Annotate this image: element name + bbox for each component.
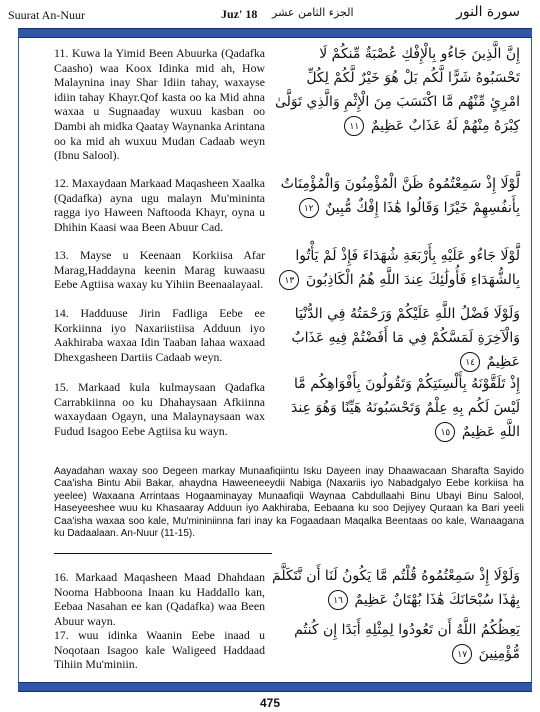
verse-translation: 14. Hadduuse Jirin Fadliga Eebe ee Korkiinna iyo Naxariistiisa Adduun iyo Aakhiraba waxaa Idin Taaban lahaa waxaad Dhexgasheen Dartiis Cadaab weyn. bbox=[54, 306, 265, 364]
verse-number: ١٦ bbox=[328, 590, 348, 610]
arabic-text: إِنَّ الَّذِينَ جَاءُو بِالْإِفْكِ عُصْبَةٌ مِّنكُمْ لَا تَحْسَبُوهُ شَرًّا لَّكُم بَلْ هُوَ خَيْرٌ لَّكُمْ لِكُلِّ امْرِئٍ مِّنْهُم مَّا اكْتَسَبَ مِنَ الْإِثْمِ وَالَّذِي تَوَلَّىٰ كِبْرَهُ مِنْهُمْ لَهُ عَذَابٌ عَظِيمٌ bbox=[274, 46, 520, 134]
page-number: 475 bbox=[259, 696, 281, 710]
arabic-text: يَعِظُكُمُ اللَّهُ أَن تَعُودُوا لِمِثْلِهِ أَبَدًا إِن كُنتُم مُّؤْمِنِينَ bbox=[294, 622, 520, 662]
surah-name: Suurat An-Nuur bbox=[8, 8, 85, 22]
verse-number: ١٢ bbox=[299, 198, 319, 218]
verse-arabic bbox=[272, 244, 520, 292]
verse-number: ١٧ bbox=[452, 644, 472, 664]
arabic-text: وَلَوْلَا فَضْلُ اللَّهِ عَلَيْكُمْ وَرَحْمَتُهُ فِي الدُّنْيَا وَالْآخِرَةِ لَمَسَّكُمْ فِي مَا أَفَضْتُمْ فِيهِ عَذَابٌ عَظِيمٌ bbox=[291, 306, 520, 370]
verse-translation: 16. Markaad Maqasheen Maad Dhahdaan Nooma Habboona Inaan ku Haddallo kan, Eebaa Nasahan ee kan (Qadafka) waa Been Abuur wayn. bbox=[54, 570, 265, 628]
top-border-band bbox=[18, 28, 532, 38]
bottom-border-band bbox=[18, 682, 532, 692]
verse-arabic bbox=[272, 172, 520, 220]
commentary-note: Aayadahan waxay soo Degeen markay Munaafiqiintu Isku Dayeen inay Dhaawacaan Sharafta Sayido Caa'isha Bintu Abii Bakar, ahaydna Haweeneeydii Nabiga (Naxariis iyo Nabadgalyo Eebe korkiisa ha yeelee) Waxaana Arrintaas Hogaaminayay Munaafiqii Waynaa Cabdullaahi Binu Ubayi Binu Salool, Haseyeeshee wuu ku Khasaaray Adduun iyo Aakhiraba, Eebaana ku soo Dejiyey Quraan ka Bari yeeli Caa'isha waxaa soo kale, Mu'mininiinna fari inay ka Fogaadaan Maqalka Beentaas oo kale, Wanaagana ku Dadaalaan. An-Nuur (11-15). bbox=[54, 466, 524, 540]
verse-translation: 12. Maxaydaan Markaad Maqasheen Xaalka (Qadafka) ayna ugu malayn Mu'mininta ragga iyo Haween Naftooda Khayr, oyna u Dhihin Kaasi waa Been Abuur Cad. bbox=[54, 176, 265, 234]
verse-arabic bbox=[272, 302, 520, 374]
section-divider bbox=[54, 553, 272, 554]
verse-arabic bbox=[272, 618, 520, 666]
right-border-line bbox=[531, 38, 532, 682]
verse-number: ١٥ bbox=[435, 422, 455, 442]
verse-arabic bbox=[272, 564, 520, 612]
verse-number: ١١ bbox=[344, 116, 364, 136]
left-border-line bbox=[18, 38, 19, 682]
arabic-text: لَّوْلَا جَاءُو عَلَيْهِ بِأَرْبَعَةِ شُهَدَاءَ فَإِذْ لَمْ يَأْتُوا بِالشُّهَدَاءِ فَأُولَٰئِكَ عِندَ اللَّهِ هُمُ الْكَاذِبُونَ bbox=[295, 248, 520, 288]
verse-translation: 13. Mayse u Keenaan Korkiisa Afar Marag,Haddayna keenin Marag kuwaasu Eebe Agtiisa waxay ku Yihiin Beenaalayaal. bbox=[54, 248, 265, 292]
arabic-text: وَلَوْلَا إِذْ سَمِعْتُمُوهُ قُلْتُم مَّا يَكُونُ لَنَا أَن نَّتَكَلَّمَ بِهَٰذَا سُبْحَانَكَ هَٰذَا بُهْتَانٌ عَظِيمٌ bbox=[272, 568, 520, 608]
arabic-juz-label: الجزء الثامن عشر bbox=[272, 6, 354, 19]
arabic-surah-name: سورة النور bbox=[456, 4, 520, 20]
verse-arabic bbox=[272, 42, 520, 138]
verse-number: ١٣ bbox=[279, 270, 299, 290]
arabic-text: لَّوْلَا إِذْ سَمِعْتُمُوهُ ظَنَّ الْمُؤْمِنُونَ وَالْمُؤْمِنَاتُ بِأَنفُسِهِمْ خَيْرًا وَقَالُوا هَٰذَا إِفْكٌ مُّبِينٌ bbox=[280, 176, 520, 216]
verse-translation: 11. Kuwa la Yimid Been Abuurka (Qadafka Caasho) waa Koox Idinka mid ah, How Malaynina inay Shar Idiin tahay, waxayse idiin tahay Khayr.Qof kasta oo ka Mid ahna waxaa u Sugnaaday wuxuu kasban oo Dambi ah midka Qaatay Waynanka Arintana oo ka mid ah wuxuu Mudan Cadaab weyn (Ibnu Salool). bbox=[54, 46, 265, 163]
verse-number: ١٤ bbox=[460, 352, 480, 372]
verse-translation: 15. Markaad kula kulmaysaan Qadafka Carrabkiinna oo ku Dhahaysaan Afkiinna waxaydaan Ogayn, una Malaynaysaan wax Fudud Isagoo Eebe Agtiisa ku wayn. bbox=[54, 380, 265, 438]
verse-arabic bbox=[272, 372, 520, 444]
verse-translation: 17. wuu idinka Waanin Eebe inaad u Noqotaan Isagoo kale Waligeed Haddaad Tihiin Mu'miniin. bbox=[54, 628, 265, 672]
arabic-text: إِذْ تَلَقَّوْنَهُ بِأَلْسِنَتِكُمْ وَتَقُولُونَ بِأَفْوَاهِكُم مَّا لَيْسَ لَكُم بِهِ عِلْمٌ وَتَحْسَبُونَهُ هَيِّنًا وَهُوَ عِندَ اللَّهِ عَظِيمٌ bbox=[291, 376, 520, 440]
juz-label: Juz' 18 bbox=[221, 7, 258, 21]
